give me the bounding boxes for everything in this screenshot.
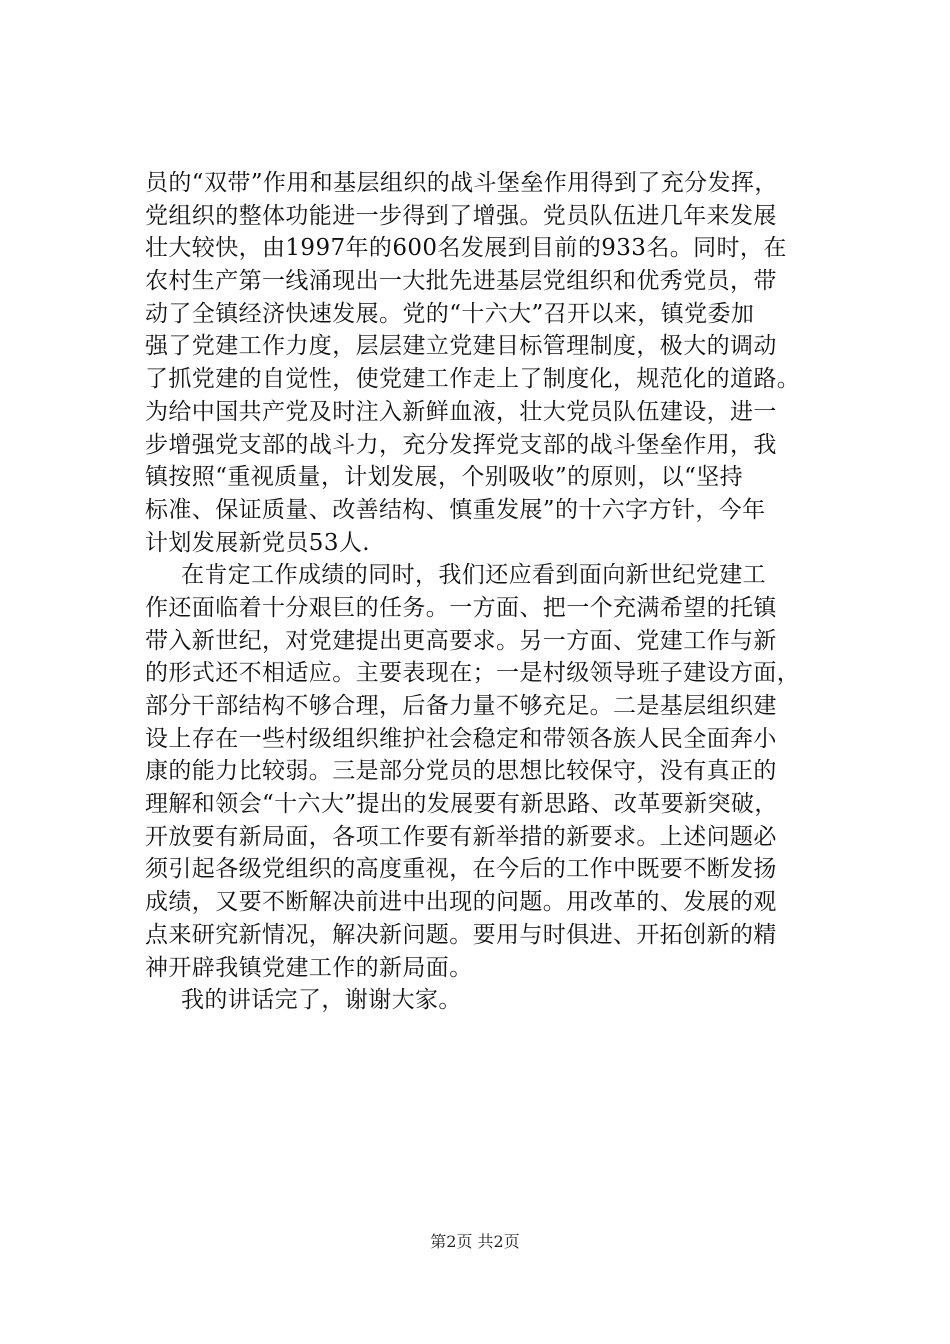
text-line: 在肯定工作成绩的同时，我们还应看到面向新世纪党建工	[181, 562, 766, 589]
text-line: 步增强党支部的战斗力，充分发挥党支部的战斗堡垒作用，我	[145, 431, 777, 458]
text-line: 神开辟我镇党建工作的新局面。	[145, 954, 473, 981]
text-line: 康的能力比较弱。三是部分党员的思想比较保守，没有真正的	[145, 758, 777, 785]
text-line: 点来研究新情况，解决新问题。要用与时俱进、开拓创新的精	[145, 921, 777, 948]
text-line: 我的讲话完了，谢谢大家。	[181, 987, 462, 1014]
text-line: 员的“双带”作用和基层组织的战斗堡垒作用得到了充分发挥，	[145, 170, 778, 196]
text-line: 成绩，又要不断解决前进中出现的问题。用改革的、发展的观	[145, 889, 777, 916]
text-line: 开放要有新局面，各项工作要有新举措的新要求。上述问题必	[145, 823, 777, 850]
text-line: 部分干部结构不够合理，后备力量不够充足。二是基层组织建	[145, 693, 777, 719]
text-line: 作还面临着十分艰巨的任务。一方面、把一个充满希望的托镇	[145, 594, 777, 621]
text-line: 壮大较快，由1997年的600名发展到目前的933名。同时，在	[145, 235, 787, 262]
page-footer: 第2页 共2页	[430, 1232, 520, 1251]
text-line: 的形式还不相适应。主要表现在；一是村级领导班子建设方面，	[145, 660, 801, 687]
text-line: 标准、保证质量、改善结构、慎重发展”的十六字方针，今年	[145, 496, 766, 523]
text-line: 农村生产第一线涌现出一大批先进基层党组织和优秀党员，带	[145, 268, 777, 295]
text-line: 须引起各级党组织的高度重视，在今后的工作中既要不断发扬	[145, 856, 777, 883]
text-line: 动了全镇经济快速发展。党的“十六大”召开以来，镇党委加	[145, 300, 755, 327]
text-line: 设上存在一些村级组织维护社会稳定和带领各族人民全面奔小	[145, 725, 777, 752]
text-line: 为给中国共产党及时注入新鲜血液，壮大党员队伍建设，进一	[145, 398, 777, 425]
text-line: 强了党建工作力度，层层建立党建目标管理制度，极大的调动	[145, 333, 777, 360]
text-line: 镇按照“重视质量，计划发展，个别吸收”的原则，以“坚持	[145, 464, 744, 491]
text-line: 理解和领会“十六大”提出的发展要有新思路、改革要新突破，	[145, 791, 778, 818]
text-line: 了抓党建的自觉性，使党建工作走上了制度化，规范化的道路。	[145, 366, 801, 393]
text-line: 带入新世纪，对党建提出更高要求。另一方面、党建工作与新	[145, 627, 777, 654]
text-line: 党组织的整体功能进一步得到了增强。党员队伍进几年来发展	[145, 202, 777, 229]
text-line: 计划发展新党员53人.	[145, 529, 370, 556]
document-body	[145, 167, 810, 1017]
